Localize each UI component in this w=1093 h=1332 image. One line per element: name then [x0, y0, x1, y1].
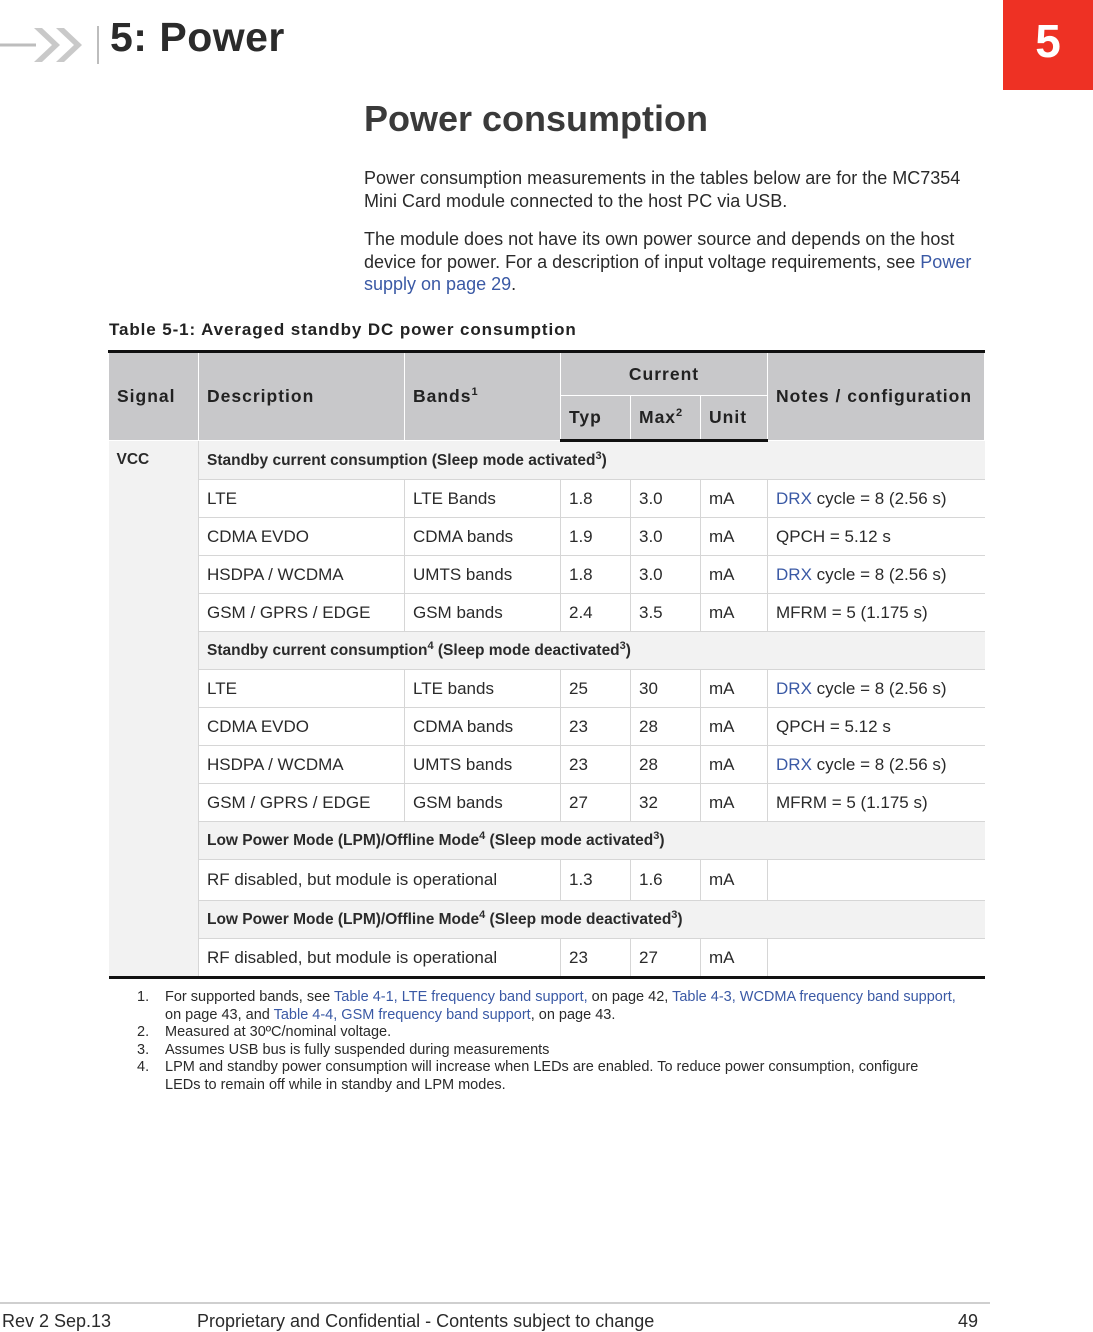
cell-bands: LTE Bands	[405, 480, 561, 518]
cell-notes	[768, 746, 985, 784]
table-row	[109, 670, 985, 708]
note-text: cycle = 8 (2.56 s)	[811, 564, 947, 584]
cell-typ: 1.8	[561, 480, 631, 518]
group-title-mid: (Sleep mode activated	[485, 831, 654, 849]
group-title-text: Standby current consumption (Sleep mode activated	[207, 451, 596, 469]
footer-revision: Rev 2 Sep.13	[2, 1311, 112, 1331]
header-typ: Typ	[561, 396, 631, 441]
cell-description: RF disabled, but module is operational	[199, 860, 561, 901]
header-bands	[405, 352, 561, 441]
cell-max: 30	[631, 670, 701, 708]
group-header-row	[109, 901, 985, 939]
cell-notes: MFRM = 5 (1.175 s)	[768, 784, 985, 822]
footnote-text: Assumes USB bus is fully suspended during measurements	[165, 1041, 550, 1058]
footer-divider	[0, 1302, 990, 1304]
cell-unit: mA	[701, 708, 768, 746]
chapter-number-tab: 5	[1003, 0, 1093, 90]
cell-typ: 1.8	[561, 556, 631, 594]
cell-description: LTE	[199, 480, 405, 518]
cell-unit: mA	[701, 594, 768, 632]
footnote-item	[137, 989, 957, 1024]
footnote-ref: 3	[671, 908, 678, 921]
cell-description: GSM / GPRS / EDGE	[199, 784, 405, 822]
footnote-ref: 3	[595, 449, 602, 462]
cell-notes	[768, 860, 985, 901]
chapter-arrow-icon	[0, 22, 106, 73]
cell-typ: 23	[561, 939, 631, 978]
cell-bands: CDMA bands	[405, 708, 561, 746]
group-title-text: Standby current consumption	[207, 641, 428, 659]
group-title-end: )	[625, 641, 631, 659]
footnote-text: Measured at 30ºC/nominal voltage.	[165, 1024, 392, 1040]
intro-paragraph: Power consumption measurements in the tables below are for the MC7354 Mini Card module connected to the host PC via USB.	[364, 168, 961, 211]
cell-notes	[768, 556, 985, 594]
table-row	[109, 556, 985, 594]
cell-notes	[768, 670, 985, 708]
cell-unit: mA	[701, 670, 768, 708]
cell-unit: mA	[701, 939, 768, 978]
cell-bands: UMTS bands	[405, 746, 561, 784]
header-bands-label: Bands	[413, 386, 472, 406]
cell-description: RF disabled, but module is operational	[199, 939, 561, 978]
footer-proprietary-notice: Proprietary and Confidential - Contents subject to change	[197, 1311, 655, 1331]
footnote-text: LPM and standby power consumption will increase when LEDs are enabled. To reduce power consumption, configure LEDs to remain off while in standby and LPM modes.	[165, 1059, 919, 1093]
page-number: 49	[958, 1311, 979, 1331]
cell-max: 32	[631, 784, 701, 822]
cell-description: LTE	[199, 670, 405, 708]
cell-notes: QPCH = 5.12 s	[768, 518, 985, 556]
cell-description: HSDPA / WCDMA	[199, 746, 405, 784]
footnote-number: 3.	[137, 1041, 150, 1058]
footnote-text: , on page 43.	[530, 1006, 616, 1023]
group-title-mid: (Sleep mode deactivated	[485, 910, 672, 928]
footnote-ref: 1	[471, 386, 479, 399]
cell-max: 27	[631, 939, 701, 978]
chapter-title: 5: Power	[110, 14, 285, 60]
note-text: cycle = 8 (2.56 s)	[811, 488, 947, 508]
cell-unit: mA	[701, 784, 768, 822]
footnote-text: For supported bands, see	[165, 989, 335, 1005]
cell-bands: UMTS bands	[405, 556, 561, 594]
note-text: cycle = 8 (2.56 s)	[811, 678, 947, 698]
cell-notes: QPCH = 5.12 s	[768, 708, 985, 746]
paragraph-end: .	[511, 274, 517, 294]
power-supply-link[interactable]: Power supply on page 29	[364, 251, 972, 294]
paragraph-text: The module does not have its own power source and depends on the host device for power. For a description of input voltage requirements, see	[364, 229, 955, 272]
drx-link[interactable]: DRX	[776, 754, 812, 774]
cell-description: GSM / GPRS / EDGE	[199, 594, 405, 632]
header-current: Current	[561, 352, 768, 396]
footnote-ref: 3	[619, 639, 626, 652]
cell-description: CDMA EVDO	[199, 518, 405, 556]
group-title	[199, 822, 985, 860]
drx-link[interactable]: DRX	[776, 564, 812, 584]
cell-typ: 2.4	[561, 594, 631, 632]
cell-unit: mA	[701, 746, 768, 784]
group-title-end: )	[677, 910, 683, 928]
cell-bands: GSM bands	[405, 594, 561, 632]
cell-typ: 27	[561, 784, 631, 822]
drx-link[interactable]: DRX	[776, 488, 812, 508]
group-title-mid: (Sleep mode deactivated	[433, 641, 620, 659]
group-title-end: )	[601, 451, 607, 469]
cell-notes: MFRM = 5 (1.175 s)	[768, 594, 985, 632]
note-text: cycle = 8 (2.56 s)	[811, 754, 947, 774]
cell-notes	[768, 939, 985, 978]
cell-max: 28	[631, 708, 701, 746]
cell-typ: 23	[561, 746, 631, 784]
cell-max: 28	[631, 746, 701, 784]
table-row	[109, 860, 985, 901]
footnote-number: 1.	[137, 989, 150, 1005]
cell-max: 3.0	[631, 480, 701, 518]
footnote-item	[137, 1024, 957, 1042]
table-row	[109, 939, 985, 978]
footnote-item	[137, 1059, 957, 1094]
table-row	[109, 480, 985, 518]
footnote-text: on page 43, and	[165, 1006, 274, 1023]
group-title	[199, 632, 985, 670]
table-4-4-link[interactable]: Table 4-4, GSM frequency band support	[273, 1006, 531, 1023]
footnote-item	[137, 1042, 957, 1060]
cell-unit: mA	[701, 480, 768, 518]
signal-cell: VCC	[109, 441, 199, 978]
cell-typ: 1.3	[561, 860, 631, 901]
table-row	[109, 518, 985, 556]
cell-bands: CDMA bands	[405, 518, 561, 556]
footnote-ref: 2	[676, 407, 684, 420]
cell-unit: mA	[701, 860, 768, 901]
footnote-ref: 4	[479, 829, 486, 842]
group-title	[199, 901, 985, 939]
cell-max: 3.0	[631, 518, 701, 556]
header-signal: Signal	[109, 352, 199, 441]
footnote-ref: 4	[427, 639, 434, 652]
footnote-ref: 4	[479, 908, 486, 921]
table-4-3-link[interactable]: Table 4-3, WCDMA frequency band support,	[672, 989, 956, 1005]
cell-description: HSDPA / WCDMA	[199, 556, 405, 594]
footnote-ref: 3	[653, 829, 660, 842]
footnotes-list	[137, 989, 957, 1094]
cell-description: CDMA EVDO	[199, 708, 405, 746]
group-header-row	[109, 822, 985, 860]
table-row	[109, 784, 985, 822]
power-source-paragraph	[364, 228, 989, 296]
table-row	[109, 708, 985, 746]
drx-link[interactable]: DRX	[776, 678, 812, 698]
header-max-label: Max	[639, 407, 677, 427]
cell-max: 3.5	[631, 594, 701, 632]
header-description: Description	[199, 352, 405, 441]
header-notes: Notes / configuration	[768, 352, 985, 441]
header-max	[631, 396, 701, 441]
power-consumption-table	[108, 350, 985, 979]
group-header-row	[109, 632, 985, 670]
footnote-number: 4.	[137, 1059, 150, 1075]
header-unit: Unit	[701, 396, 768, 441]
cell-typ: 1.9	[561, 518, 631, 556]
cell-max: 1.6	[631, 860, 701, 901]
section-heading: Power consumption	[364, 98, 709, 139]
footnote-number: 2.	[137, 1024, 150, 1040]
table-row	[109, 594, 985, 632]
cell-bands: LTE bands	[405, 670, 561, 708]
table-4-1-link[interactable]: Table 4-1, LTE frequency band support,	[334, 989, 588, 1005]
group-title	[199, 441, 985, 480]
table-row	[109, 746, 985, 784]
group-title-text: Low Power Mode (LPM)/Offline Mode	[207, 831, 480, 849]
cell-unit: mA	[701, 518, 768, 556]
group-title-end: )	[659, 831, 665, 849]
group-header-row	[109, 441, 985, 480]
table-caption: Table 5-1: Averaged standby DC power consumption	[109, 320, 577, 339]
group-title-text: Low Power Mode (LPM)/Offline Mode	[207, 910, 480, 928]
cell-typ: 25	[561, 670, 631, 708]
cell-max: 3.0	[631, 556, 701, 594]
cell-notes	[768, 480, 985, 518]
footnote-text: on page 42,	[587, 989, 673, 1005]
cell-bands: GSM bands	[405, 784, 561, 822]
cell-typ: 23	[561, 708, 631, 746]
cell-unit: mA	[701, 556, 768, 594]
